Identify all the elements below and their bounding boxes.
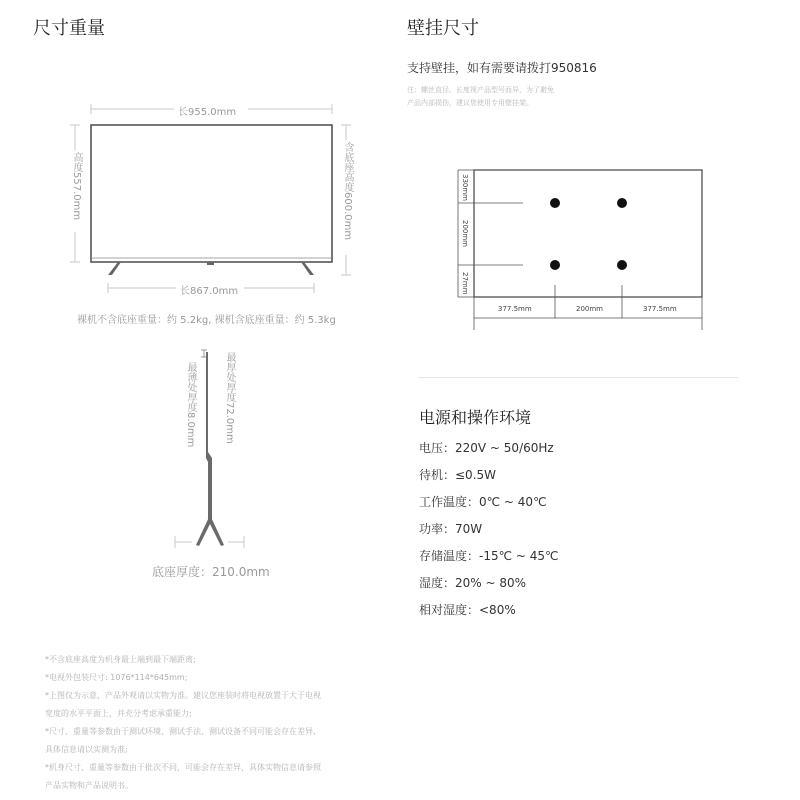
spec-storage-temp: 存储温度：-15℃ ~ 45℃ [419, 549, 559, 563]
wall-mount-note-line: 注：螺丝直径、长度视产品型号而异，为了避免 [407, 86, 554, 94]
vesa-v-dim-bottom: 27mm [461, 272, 469, 295]
footnote: *上图仅为示意，产品外观请以实物为准。建议您座装时将电视放置于大于电视 [45, 691, 321, 700]
footnote: *机身尺寸、重量等参数由于批次不同，可能会存在差异，具体实物信息请参照 [45, 763, 321, 772]
env-title: 电源和操作环境 [419, 408, 532, 427]
spec-relative-humidity: 相对湿度：<80% [419, 603, 516, 617]
size-weight-title: 尺寸重量 [33, 18, 105, 39]
stand-span-label: 长867.0mm [180, 286, 239, 297]
wall-mount-support-text: 支持壁挂，如有需要请拨打950816 [407, 61, 597, 75]
vesa-h-dim-left: 377.5mm [498, 305, 532, 313]
spec-voltage: 电压：220V ~ 50/60Hz [419, 441, 554, 455]
mount-hole [617, 260, 627, 270]
spec-humidity: 湿度：20% ~ 80% [419, 576, 527, 590]
mount-hole [550, 198, 560, 208]
footnote: 宽度的水平平面上，并充分考虑承重能力; [45, 709, 192, 718]
vesa-h-dim-right: 377.5mm [643, 305, 677, 313]
spec-power: 功率：70W [419, 522, 483, 536]
footnote: 具体信息请以实测为准; [45, 745, 128, 754]
vesa-h-dim-middle: 200mm [576, 305, 603, 313]
vesa-panel-outline [474, 170, 702, 297]
stand-depth-label: 底座厚度：210.0mm [152, 565, 270, 579]
vesa-v-dim-top: 330mm [461, 174, 469, 201]
footnote: *电视外包装尺寸: 1076*114*645mm; [45, 673, 188, 682]
vesa-v-dim-middle: 200mm [461, 220, 469, 247]
wall-mount-note-line: 产品内部损伤，建议您使用专用壁挂架。 [407, 99, 533, 107]
spec-operating-temp: 工作温度：0℃ ~ 40℃ [419, 495, 547, 509]
mount-hole [617, 198, 627, 208]
wall-mount-title: 壁挂尺寸 [407, 18, 479, 39]
footnote: *不含底座高度为机身最上端到最下端距离; [45, 655, 196, 664]
footnote: *尺寸、重量等参数由于测试环境、测试手法、测试设备不同可能会存在差异, [45, 727, 316, 736]
mount-hole [550, 260, 560, 270]
section-divider [418, 377, 738, 378]
height-with-stand-label: 含底座高度600.0mm [342, 142, 353, 241]
width-label: 长955.0mm [178, 107, 237, 118]
weight-text: 裸机不含底座重量：约 5.2kg, 裸机含底座重量：约 5.3kg [77, 315, 336, 326]
spec-standby: 待机：≤0.5W [419, 468, 497, 482]
footnote: 产品实物和产品说明书。 [45, 781, 133, 790]
thickest-label: 最厚处厚度72.0mm [224, 352, 235, 444]
height-label: 高度557.0mm [71, 152, 82, 221]
thinnest-label: 最薄处厚度8.0mm [185, 362, 196, 448]
